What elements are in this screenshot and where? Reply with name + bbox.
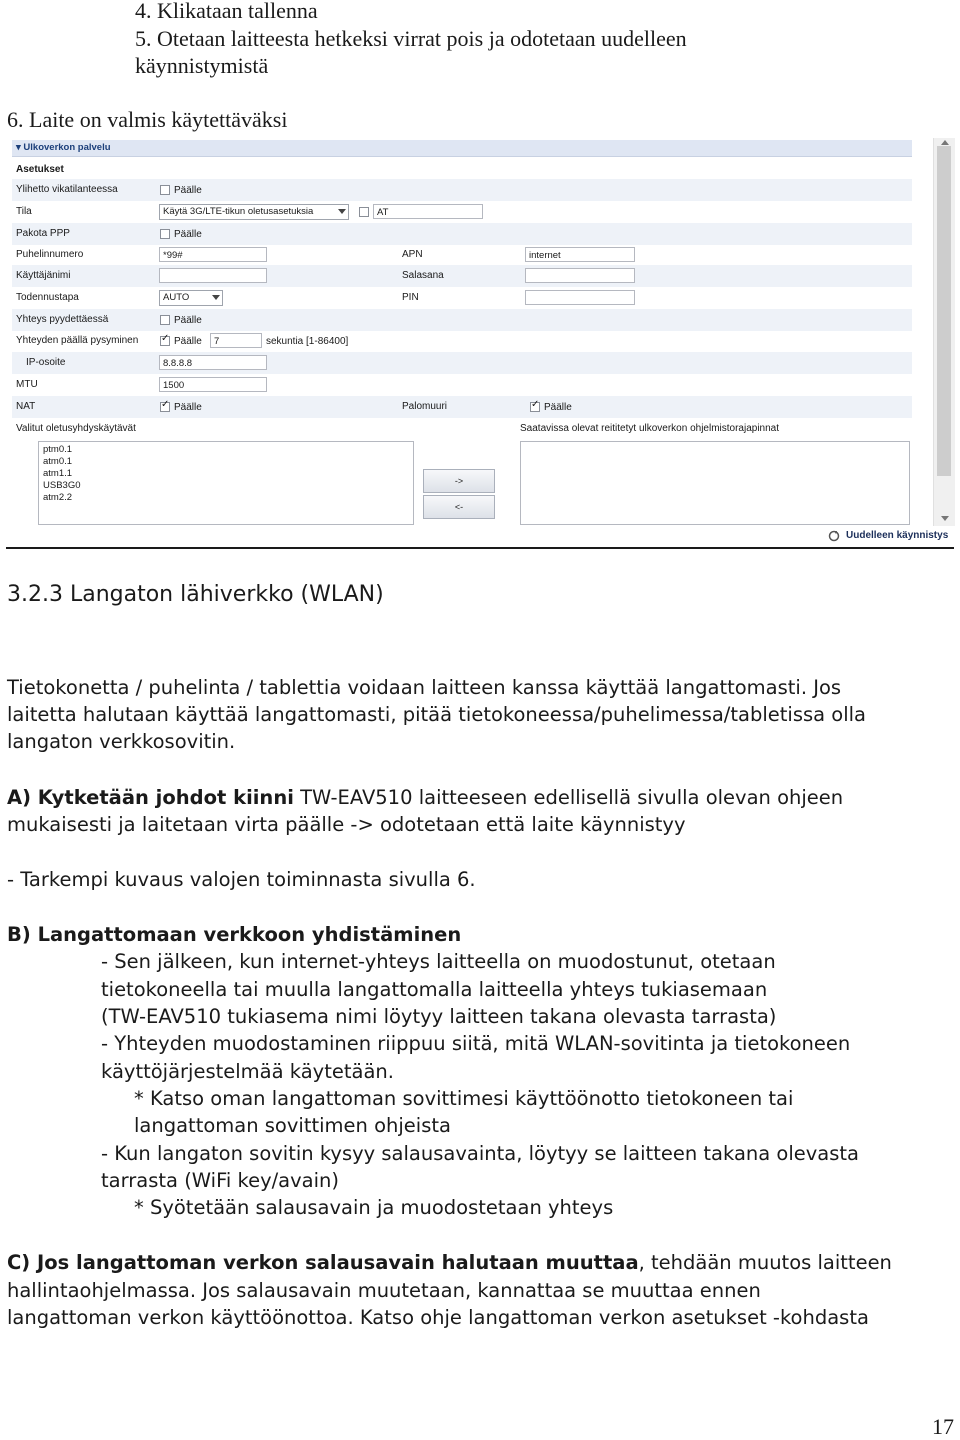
row-nat xyxy=(12,396,912,418)
b-line9: tarrasta (WiFi key/avain) xyxy=(101,1169,340,1192)
pin-input[interactable] xyxy=(525,290,635,305)
b-line2: tietokoneella tai muulla langattomalla laitteella yhteys tukiasemaan xyxy=(101,978,768,1001)
list-item-5: 5. Otetaan laitteesta hetkeksi virrat pois ja odotetaan uudelleen xyxy=(135,26,687,51)
list-item-5-cont: käynnistymistä xyxy=(135,53,269,78)
force-ppp-checkbox[interactable] xyxy=(160,229,170,239)
mtu-input[interactable]: 1500 xyxy=(159,377,267,392)
b-heading: B) Langattomaan verkkoon yhdistäminen xyxy=(7,923,462,946)
row-username xyxy=(12,265,912,287)
ip-label: IP-osoite xyxy=(26,357,66,368)
username-input[interactable] xyxy=(159,268,267,283)
password-label: Salasana xyxy=(402,270,444,281)
b-line4: - Yhteyden muodostaminen riippuu siitä, mitä WLAN-sovitinta ja tietokoneen xyxy=(101,1032,851,1055)
at-field[interactable]: AT xyxy=(373,204,483,219)
list-item[interactable]: atm1.1 xyxy=(43,468,73,479)
available-interfaces-label: Saatavissa olevat reititetyt ulkoverkon ohjelmistorajapinnat xyxy=(520,423,780,434)
apn-label: APN xyxy=(402,249,423,260)
mode-select[interactable] xyxy=(159,204,349,220)
username-label: Käyttäjänimi xyxy=(16,270,71,281)
a-note: - Tarkempi kuvaus valojen toiminnasta sivulla 6. xyxy=(7,868,476,891)
move-left-button[interactable]: <- xyxy=(423,495,495,519)
a-text: TW-EAV510 laitteeseen edellisellä sivulla olevan ohjeen xyxy=(293,786,844,809)
scroll-down-icon[interactable] xyxy=(941,516,949,521)
phone-label: Puhelinnumero xyxy=(16,249,84,260)
page-number: 17 xyxy=(932,1414,954,1439)
ip-input[interactable]: 8.8.8.8 xyxy=(159,355,267,370)
b-line8: - Kun langaton sovitin kysyy salausavainta, löytyy se laitteen takana olevasta xyxy=(101,1142,859,1165)
c-line1 xyxy=(7,1249,892,1276)
overflow-label: Ylihetto vikatilanteessa xyxy=(16,184,118,195)
settings-label: Asetukset xyxy=(16,164,64,175)
on-demand-checkbox-label: Päälle xyxy=(174,315,202,326)
overflow-checkbox-label: Päälle xyxy=(174,185,202,196)
p1-line2: laitetta halutaan käyttää langattomasti, pitää tietokoneessa/puhelimessa/tabletissa olla xyxy=(7,703,867,726)
keep-alive-unit: sekuntia [1-86400] xyxy=(266,336,349,347)
list-item-6: 6. Laite on valmis käytettäväksi xyxy=(7,107,288,132)
b-line10: * Syötetään salausavain ja muodostetaan yhteys xyxy=(134,1196,614,1219)
keep-alive-label: Yhteyden päällä pysyminen xyxy=(16,335,139,346)
mtu-label: MTU xyxy=(16,379,38,390)
a-heading: A) Kytketään johdot kiinni xyxy=(7,786,294,809)
row-force-ppp xyxy=(12,223,912,245)
chevron-down-icon xyxy=(338,209,346,214)
auth-select-value: AUTO xyxy=(163,292,190,303)
mode-label: Tila xyxy=(16,206,32,217)
a-line1 xyxy=(7,784,843,811)
row-keep-alive xyxy=(12,330,912,352)
on-demand-label: Yhteys pyydettäessä xyxy=(16,314,109,325)
selected-gateways-list[interactable] xyxy=(38,441,414,525)
p1-line1: Tietokonetta / puhelinta / tablettia voidaan laitteen kanssa käyttää langattomasti. Jos xyxy=(7,676,842,699)
overflow-checkbox[interactable] xyxy=(160,185,170,195)
row-mtu xyxy=(12,374,912,396)
section-heading: 3.2.3 Langaton lähiverkko (WLAN) xyxy=(7,582,384,607)
b-line7: langattoman sovittimen ohjeista xyxy=(134,1114,451,1137)
available-interfaces-list[interactable] xyxy=(520,441,910,525)
c-heading: C) Jos langattoman verkon salausavain halutaan muuttaa xyxy=(7,1251,639,1274)
auth-select[interactable] xyxy=(159,290,223,306)
row-phone xyxy=(12,244,912,266)
restart-button[interactable]: Uudelleen käynnistys xyxy=(846,530,949,541)
firewall-checkbox-label: Päälle xyxy=(544,402,572,413)
b-line5: käyttöjärjestelmää käytetään. xyxy=(101,1060,394,1083)
chevron-down-icon xyxy=(212,295,220,300)
c-text: , tehdään muutos laitteen xyxy=(638,1251,892,1274)
restart-icon xyxy=(828,530,840,542)
password-input[interactable] xyxy=(525,268,635,283)
nat-checkbox[interactable] xyxy=(160,402,170,412)
nat-checkbox-label: Päälle xyxy=(174,402,202,413)
wan-service-panel xyxy=(12,138,912,526)
row-overflow xyxy=(12,179,912,201)
keep-alive-input[interactable]: 7 xyxy=(210,333,262,348)
list-item[interactable]: ptm0.1 xyxy=(43,444,73,455)
row-on-demand xyxy=(12,309,912,331)
force-ppp-label: Pakota PPP xyxy=(16,228,70,239)
a-line2: mukaisesti ja laitetaan virta päälle -> odotetaan että laite käynnistyy xyxy=(7,813,686,836)
section-title: Ulkoverkon palvelu xyxy=(23,142,111,153)
gateways-label: Valitut oletusyhdyskäytävät xyxy=(16,423,136,434)
list-item[interactable]: atm2.2 xyxy=(43,492,73,503)
apn-input[interactable]: internet xyxy=(525,247,635,262)
row-mode xyxy=(12,201,912,223)
auth-label: Todennustapa xyxy=(16,292,79,303)
p1-line3: langaton verkkosovitin. xyxy=(7,730,236,753)
router-screenshot xyxy=(12,138,954,550)
firewall-checkbox[interactable] xyxy=(530,402,540,412)
c-line2: hallintaohjelmassa. Jos salausavain muutetaan, kannattaa se muuttaa ennen xyxy=(7,1279,761,1302)
b-line3: (TW-EAV510 tukiasema nimi löytyy laitteen takana olevasta tarrasta) xyxy=(101,1005,777,1028)
b-line1: - Sen jälkeen, kun internet-yhteys laitteella on muodostunut, otetaan xyxy=(101,950,776,973)
on-demand-checkbox[interactable] xyxy=(160,315,170,325)
scroll-up-icon[interactable] xyxy=(941,140,949,145)
scroll-thumb[interactable] xyxy=(937,146,951,476)
at-checkbox[interactable] xyxy=(359,207,369,217)
firewall-label: Palomuuri xyxy=(402,401,448,412)
keep-alive-checkbox-label: Päälle xyxy=(174,336,202,347)
move-right-button[interactable]: -> xyxy=(423,469,495,493)
list-item[interactable]: USB3G0 xyxy=(43,480,81,491)
row-gateways xyxy=(12,418,912,440)
collapse-triangle-icon: ▾ xyxy=(16,142,21,153)
phone-input[interactable]: *99# xyxy=(159,247,267,262)
row-auth xyxy=(12,287,912,309)
b-line6: * Katso oman langattoman sovittimesi käyttöönotto tietokoneen tai xyxy=(134,1087,794,1110)
row-ip xyxy=(12,352,912,374)
scrollbar[interactable] xyxy=(933,138,955,526)
nat-label: NAT xyxy=(16,401,36,412)
c-line3: langattoman verkon käyttöönottoa. Katso ohje langattoman verkon asetukset -kohdasta xyxy=(7,1306,869,1329)
mode-select-value: Käytä 3G/LTE-tikun oletusasetuksia xyxy=(163,206,314,217)
list-item[interactable]: atm0.1 xyxy=(43,456,73,467)
list-item-4: 4. Klikataan tallenna xyxy=(135,0,318,23)
pin-label: PIN xyxy=(402,292,419,303)
force-ppp-checkbox-label: Päälle xyxy=(174,229,202,240)
divider xyxy=(6,547,954,549)
settings-row xyxy=(12,159,912,181)
keep-alive-checkbox[interactable] xyxy=(160,336,170,346)
section-header[interactable] xyxy=(12,140,912,157)
